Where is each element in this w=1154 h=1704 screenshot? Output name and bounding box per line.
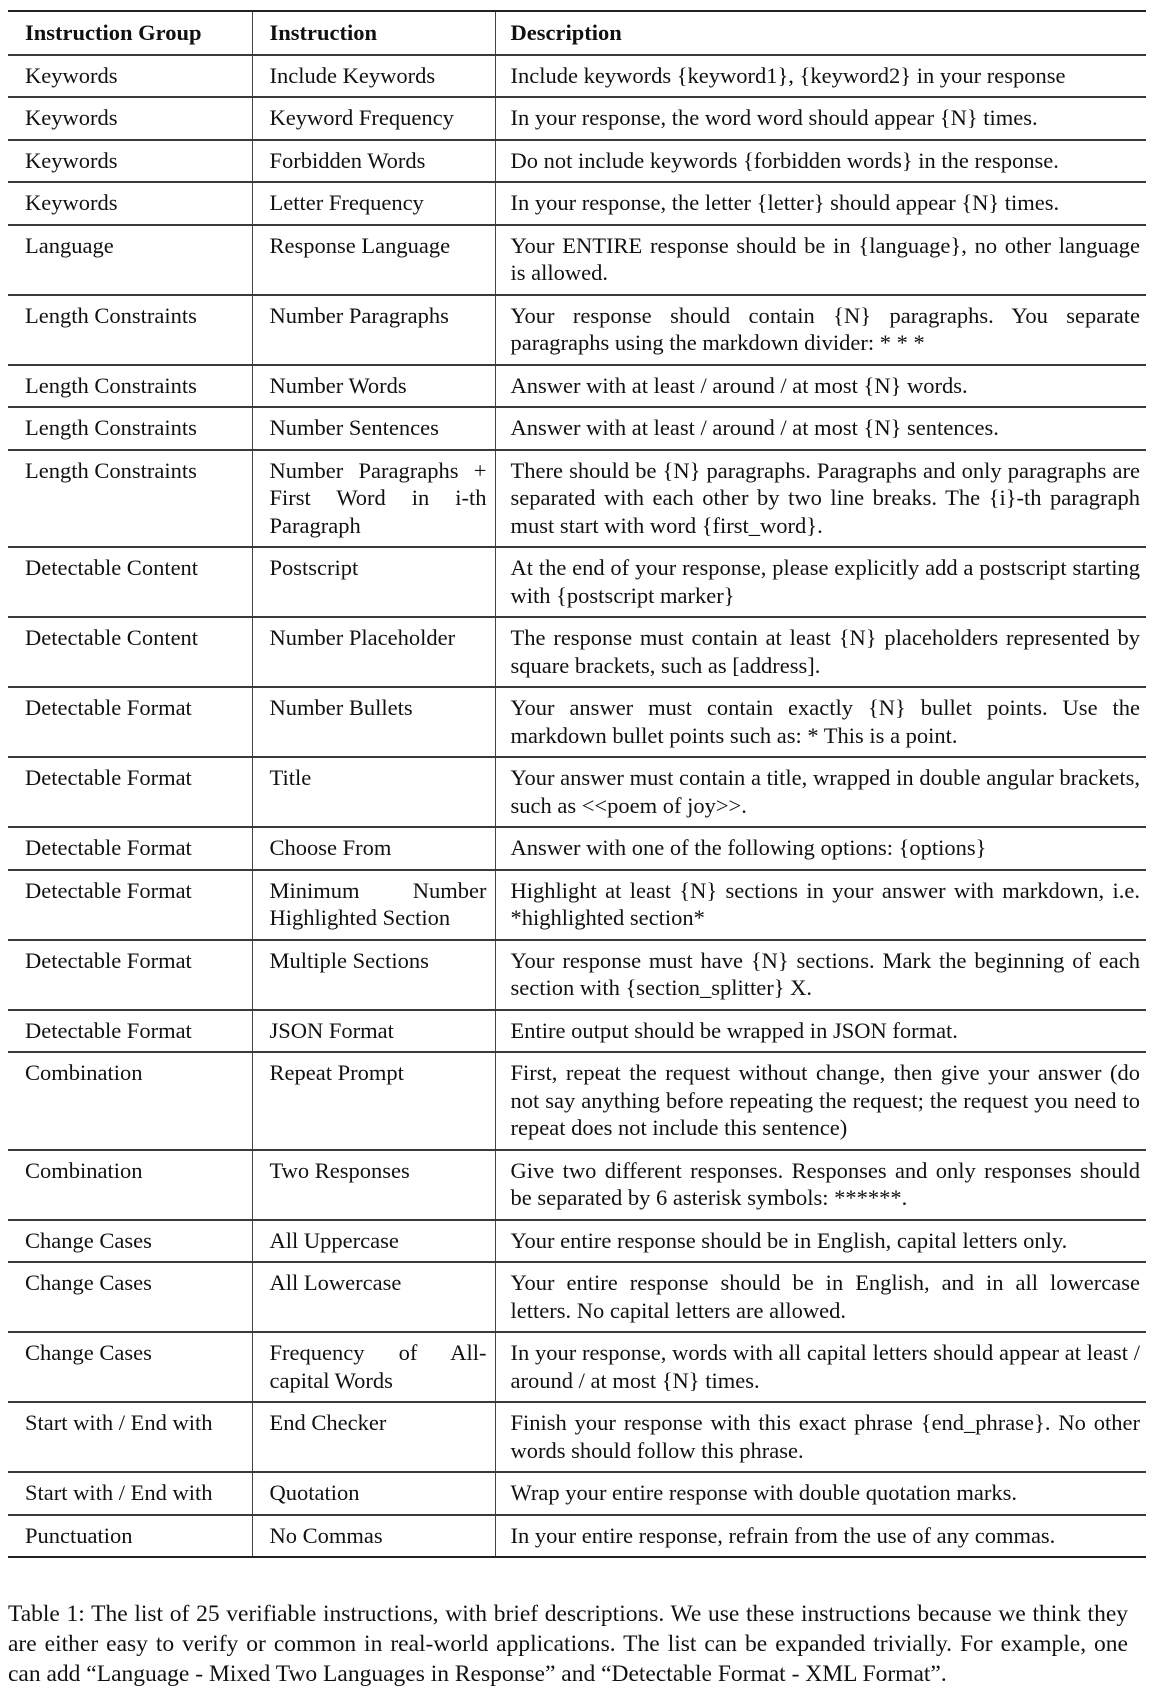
- cell-group: Length Constraints: [8, 295, 252, 365]
- cell-group: Language: [8, 225, 252, 295]
- cell-group: Start with / End with: [8, 1402, 252, 1472]
- cell-group: Punctuation: [25, 1522, 133, 1548]
- table-row: [8, 1220, 1146, 1263]
- cell-group: Keywords: [8, 182, 252, 225]
- cell-description: Include keywords {keyword1}, {keyword2} in your response: [495, 55, 1146, 98]
- cell-description: Finish your response with this exact phrase {end_phrase}. No other words should follow this phrase.: [495, 1402, 1146, 1472]
- table-row: [8, 97, 1146, 140]
- table-row: [8, 1052, 1146, 1150]
- cell-group: Detectable Content: [8, 617, 252, 687]
- instructions-table: [8, 10, 1146, 1558]
- table-row: [8, 870, 1146, 940]
- table-row: [8, 940, 1146, 1010]
- cell-group: Length Constraints: [8, 407, 252, 450]
- cell-description: There should be {N} paragraphs. Paragraphs and only paragraphs are separated with each other by two line breaks. The {i}-th paragraph must start with word {first_word}.: [495, 450, 1146, 548]
- table-row: [8, 1472, 1146, 1515]
- cell-description: At the end of your response, please explicitly add a postscript starting with {postscript marker}: [495, 547, 1146, 617]
- cell-description: Your ENTIRE response should be in {language}, no other language is allowed.: [495, 225, 1146, 295]
- cell-group: Change Cases: [8, 1262, 252, 1332]
- cell-description: Highlight at least {N} sections in your answer with markdown, i.e. *highlighted section*: [495, 870, 1146, 940]
- cell-description: In your response, the word word should appear {N} times.: [495, 97, 1146, 140]
- cell-instruction: End Checker: [252, 1402, 495, 1472]
- cell-instruction: Postscript: [252, 547, 495, 617]
- cell-group: Length Constraints: [8, 365, 252, 408]
- table-caption: Table 1: The list of 25 verifiable instructions, with brief descriptions. We use these instructions because we think they are either easy to verify or common in real-world applications. The list can be expanded trivially. For example, one can add “Language - Mixed Two Languages in Response” and “Detectable Format - XML Format”.: [8, 1600, 1128, 1687]
- table-row: [8, 1515, 1146, 1558]
- cell-instruction: Number Bullets: [252, 687, 495, 757]
- cell-instruction: Title: [252, 757, 495, 827]
- cell-description: Answer with at least / around / at most {N} sentences.: [495, 407, 1146, 450]
- header-description: Description: [495, 11, 1146, 55]
- table-row: [8, 407, 1146, 450]
- cell-instruction: Two Responses: [252, 1150, 495, 1220]
- instructions-table-container: [8, 10, 1146, 1558]
- cell-instruction: Response Language: [252, 225, 495, 295]
- table-row: [8, 1332, 1146, 1402]
- cell-instruction: Quotation: [252, 1472, 495, 1515]
- table-row: [8, 617, 1146, 687]
- table-body: [8, 55, 1146, 1558]
- cell-instruction: Number Placeholder: [252, 617, 495, 687]
- cell-group: Combination: [8, 1052, 252, 1150]
- table-row: [8, 687, 1146, 757]
- cell-instruction: All Uppercase: [252, 1220, 495, 1263]
- table-row: [8, 450, 1146, 548]
- table-row: [8, 140, 1146, 183]
- cell-group: Keywords: [8, 55, 252, 98]
- cell-instruction: Keyword Frequency: [252, 97, 495, 140]
- cell-description: Answer with at least / around / at most {N} words.: [495, 365, 1146, 408]
- cell-description: Your entire response should be in English, capital letters only.: [495, 1220, 1146, 1263]
- cell-group: Change Cases: [8, 1220, 252, 1263]
- cell-description: Your answer must contain a title, wrapped in double angular brackets, such as <<poem of joy>>.: [495, 757, 1146, 827]
- table-row: [8, 225, 1146, 295]
- cell-group: Detectable Format: [8, 687, 252, 757]
- cell-group: Start with / End with: [8, 1472, 252, 1515]
- cell-instruction: Include Keywords: [252, 55, 495, 98]
- cell-description: In your entire response, refrain from the use of any commas.: [495, 1515, 1146, 1558]
- cell-description: In your response, the letter {letter} should appear {N} times.: [495, 182, 1146, 225]
- cell-group: Change Cases: [8, 1332, 252, 1402]
- cell-instruction: No Commas: [252, 1515, 495, 1558]
- cell-instruction: Number Words: [252, 365, 495, 408]
- cell-instruction: Number Paragraphs + First Word in i-th Paragraph: [252, 450, 495, 548]
- cell-instruction: Number Sentences: [252, 407, 495, 450]
- table-row: [8, 1262, 1146, 1332]
- cell-description: The response must contain at least {N} placeholders represented by square brackets, such as [address].: [495, 617, 1146, 687]
- cell-instruction: Letter Frequency: [252, 182, 495, 225]
- cell-description: Do not include keywords {forbidden words} in the response.: [495, 140, 1146, 183]
- cell-instruction: Repeat Prompt: [252, 1052, 495, 1150]
- table-row: [8, 757, 1146, 827]
- cell-description: First, repeat the request without change, then give your answer (do not say anything before repeating the request; the request you need to repeat does not include this sentence): [495, 1052, 1146, 1150]
- cell-group: Detectable Format: [8, 1010, 252, 1053]
- cell-description: Answer with one of the following options: {options}: [495, 827, 1146, 870]
- cell-group: Length Constraints: [8, 450, 252, 548]
- cell-description: Give two different responses. Responses and only responses should be separated by 6 asterisk symbols: ******.: [495, 1150, 1146, 1220]
- cell-description: Your entire response should be in English, and in all lowercase letters. No capital letters are allowed.: [495, 1262, 1146, 1332]
- cell-group: Detectable Format: [8, 870, 252, 940]
- cell-description: Your response must have {N} sections. Mark the beginning of each section with {section_splitter} X.: [495, 940, 1146, 1010]
- cell-description: Your answer must contain exactly {N} bullet points. Use the markdown bullet points such as: * This is a point.: [495, 687, 1146, 757]
- header-instruction: Instruction: [252, 11, 495, 55]
- table-row: [8, 827, 1146, 870]
- cell-group: Keywords: [8, 140, 252, 183]
- table-row: [8, 182, 1146, 225]
- cell-instruction: Frequency of All-capital Words: [252, 1332, 495, 1402]
- cell-description: Entire output should be wrapped in JSON format.: [495, 1010, 1146, 1053]
- cell-instruction: Choose From: [252, 827, 495, 870]
- cell-instruction: Number Paragraphs: [252, 295, 495, 365]
- cell-description: Your response should contain {N} paragraphs. You separate paragraphs using the markdown divider: * * *: [495, 295, 1146, 365]
- cell-instruction: Forbidden Words: [252, 140, 495, 183]
- header-instruction-group: Instruction Group: [8, 11, 252, 55]
- cell-instruction: JSON Format: [252, 1010, 495, 1053]
- cell-group: Keywords: [8, 97, 252, 140]
- cell-group: Detectable Format: [8, 757, 252, 827]
- cell-instruction: All Lowercase: [252, 1262, 495, 1332]
- cell-instruction: Multiple Sections: [252, 940, 495, 1010]
- cell-instruction: Minimum Number Highlighted Section: [252, 870, 495, 940]
- table-row: [8, 55, 1146, 98]
- cell-group: Detectable Content: [8, 547, 252, 617]
- cell-description: Wrap your entire response with double quotation marks.: [495, 1472, 1146, 1515]
- cell-group: Detectable Format: [8, 827, 252, 870]
- table-header-row: [8, 11, 1146, 55]
- cell-group: Detectable Format: [8, 940, 252, 1010]
- table-row: [8, 295, 1146, 365]
- cell-group: Combination: [8, 1150, 252, 1220]
- table-row: [8, 547, 1146, 617]
- table-row: [8, 1010, 1146, 1053]
- table-row: [8, 1150, 1146, 1220]
- table-row: [8, 365, 1146, 408]
- cell-description: In your response, words with all capital letters should appear at least / around / at most {N} times.: [495, 1332, 1146, 1402]
- table-row: [8, 1402, 1146, 1472]
